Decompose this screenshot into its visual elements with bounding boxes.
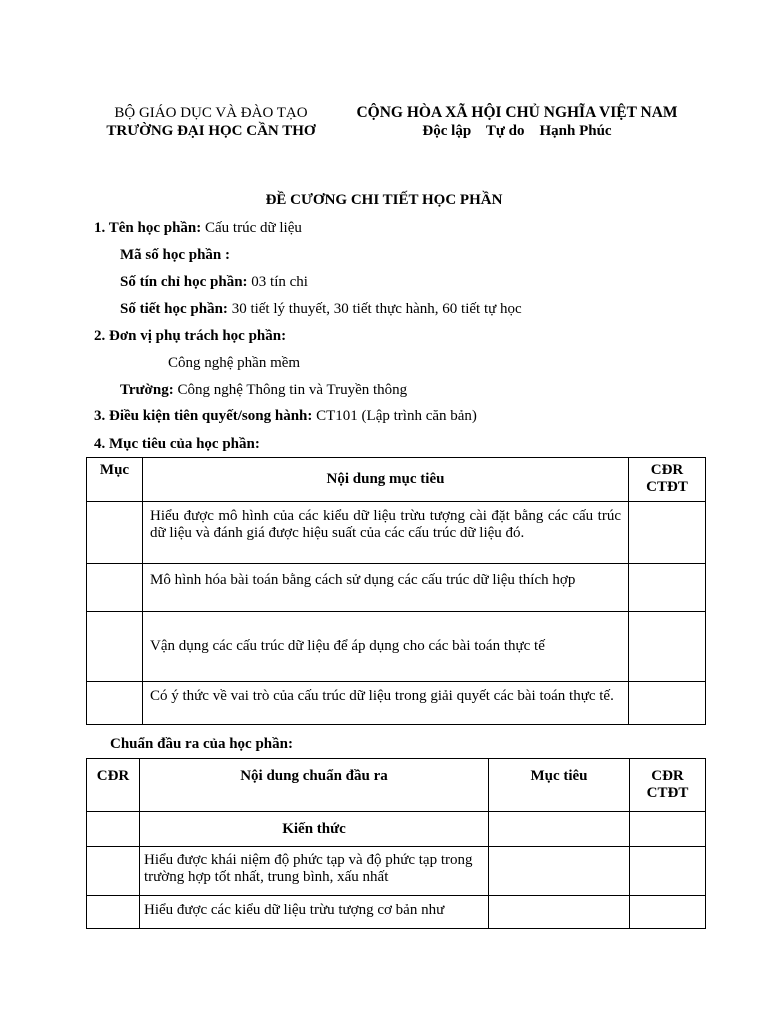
- nation-name: CỘNG HÒA XÃ HỘI CHỦ NGHĨA VIỆT NAM: [356, 104, 678, 121]
- prereq-label: 3. Điều kiện tiên quyết/song hành:: [94, 408, 313, 424]
- outcome-content-cell: [140, 847, 489, 896]
- course-name-label: 1. Tên học phần:: [94, 220, 202, 236]
- table-row: [87, 682, 706, 725]
- objective-index-cell: [87, 612, 143, 682]
- objectives-header-muc: Mục: [87, 458, 143, 502]
- outcomes-header-row: [87, 759, 706, 812]
- outcome-index-cell: [87, 896, 140, 929]
- periods-value: 30 tiết lý thuyết, 30 tiết thực hành, 60 tiết tự học: [227, 301, 522, 317]
- objective-cdr-cell: [629, 682, 706, 725]
- table-row: [87, 564, 706, 612]
- prereq-line: [94, 406, 477, 426]
- ministry-name: BỘ GIÁO DỤC VÀ ĐÀO TẠO: [114, 105, 308, 121]
- objective-cdr-cell: [629, 564, 706, 612]
- objective-cdr-cell: [629, 612, 706, 682]
- objective-index-cell: [87, 564, 143, 612]
- objective-index-cell: [87, 682, 143, 725]
- objectives-header-content: Nội dung mục tiêu: [143, 458, 629, 502]
- unit-value: Công nghệ phần mềm: [168, 355, 301, 371]
- table-row: [87, 847, 706, 896]
- objectives-label: 4. Mục tiêu của học phần:: [94, 436, 260, 452]
- objective-text: Mô hình hóa bài toán bằng cách sử dụng các cấu trúc dữ liệu thích hợp: [150, 572, 576, 588]
- header-right: [340, 104, 694, 140]
- outcome-objective-cell: [489, 896, 630, 929]
- objectives-header-cdr: CĐR CTĐT: [629, 458, 706, 502]
- table-row: [87, 812, 706, 847]
- outcomes-label: Chuẩn đầu ra của học phần:: [110, 736, 293, 752]
- objective-content-cell: [143, 612, 629, 682]
- outcome-text: Hiểu được khái niệm độ phức tạp và độ phức tạp trong trường hợp tốt nhất, trung bình, xấu nhất: [144, 852, 473, 885]
- objective-content-cell: [143, 682, 629, 725]
- national-motto: Độc lập Tự do Hạnh Phúc: [422, 123, 612, 139]
- outcome-cdr-cell: [630, 812, 706, 847]
- periods-line: [120, 299, 522, 319]
- course-name-line: [94, 218, 302, 238]
- objectives-table: [86, 457, 706, 725]
- course-name-value: Cấu trúc dữ liệu: [201, 220, 302, 236]
- outcomes-table: [86, 758, 706, 929]
- school-value: Công nghệ Thông tin và Truyền thông: [173, 382, 408, 398]
- objective-index-cell: [87, 502, 143, 564]
- university-name: TRƯỜNG ĐẠI HỌC CẦN THƠ: [106, 123, 316, 139]
- objectives-header-row: [87, 458, 706, 502]
- document-title: ĐỀ CƯƠNG CHI TIẾT HỌC PHẦN: [265, 192, 503, 208]
- objective-text: Có ý thức về vai trò của cấu trúc dữ liệu trong giải quyết các bài toán thực tế.: [150, 688, 614, 704]
- table-row: [87, 612, 706, 682]
- outcome-objective-cell: [489, 812, 630, 847]
- outcomes-header-cdr-ctdt: CĐR CTĐT: [630, 759, 706, 812]
- outcome-index-cell: [87, 812, 140, 847]
- unit-label: 2. Đơn vị phụ trách học phần:: [94, 328, 287, 344]
- outcomes-header-objective: Mục tiêu: [489, 759, 630, 812]
- table-row: [87, 896, 706, 929]
- table-row: [87, 502, 706, 564]
- periods-label: Số tiết học phần:: [120, 301, 228, 317]
- credits-label: Số tín chỉ học phần:: [120, 274, 248, 290]
- objective-content-cell: [143, 502, 629, 564]
- objective-text: Hiểu được mô hình của các kiểu dữ liệu trừu tượng cài đặt bằng các cấu trúc dữ liệu và đánh giá được hiệu suất của các cấu trúc dữ liệu đó.: [150, 508, 621, 541]
- header-left: [80, 104, 342, 140]
- outcomes-header-cdr: CĐR: [87, 759, 140, 812]
- outcome-index-cell: [87, 847, 140, 896]
- objective-text: Vận dụng các cấu trúc dữ liệu để áp dụng cho các bài toán thực tế: [150, 638, 545, 654]
- school-label: Trường:: [120, 382, 174, 398]
- credits-line: [120, 272, 308, 292]
- outcome-objective-cell: [489, 847, 630, 896]
- outcome-cdr-cell: [630, 847, 706, 896]
- outcome-content-cell: [140, 896, 489, 929]
- school-line: [120, 380, 407, 400]
- outcome-text: Hiểu được các kiểu dữ liệu trừu tượng cơ bản như: [144, 902, 445, 918]
- objective-content-cell: [143, 564, 629, 612]
- outcome-cdr-cell: [630, 896, 706, 929]
- outcomes-header-content: Nội dung chuẩn đầu ra: [140, 759, 489, 812]
- outcome-group-knowledge: Kiến thức: [140, 812, 489, 847]
- prereq-value: CT101 (Lập trình căn bản): [312, 408, 477, 424]
- course-code-label: Mã số học phần :: [120, 247, 231, 263]
- credits-value: 03 tín chi: [247, 274, 308, 290]
- objective-cdr-cell: [629, 502, 706, 564]
